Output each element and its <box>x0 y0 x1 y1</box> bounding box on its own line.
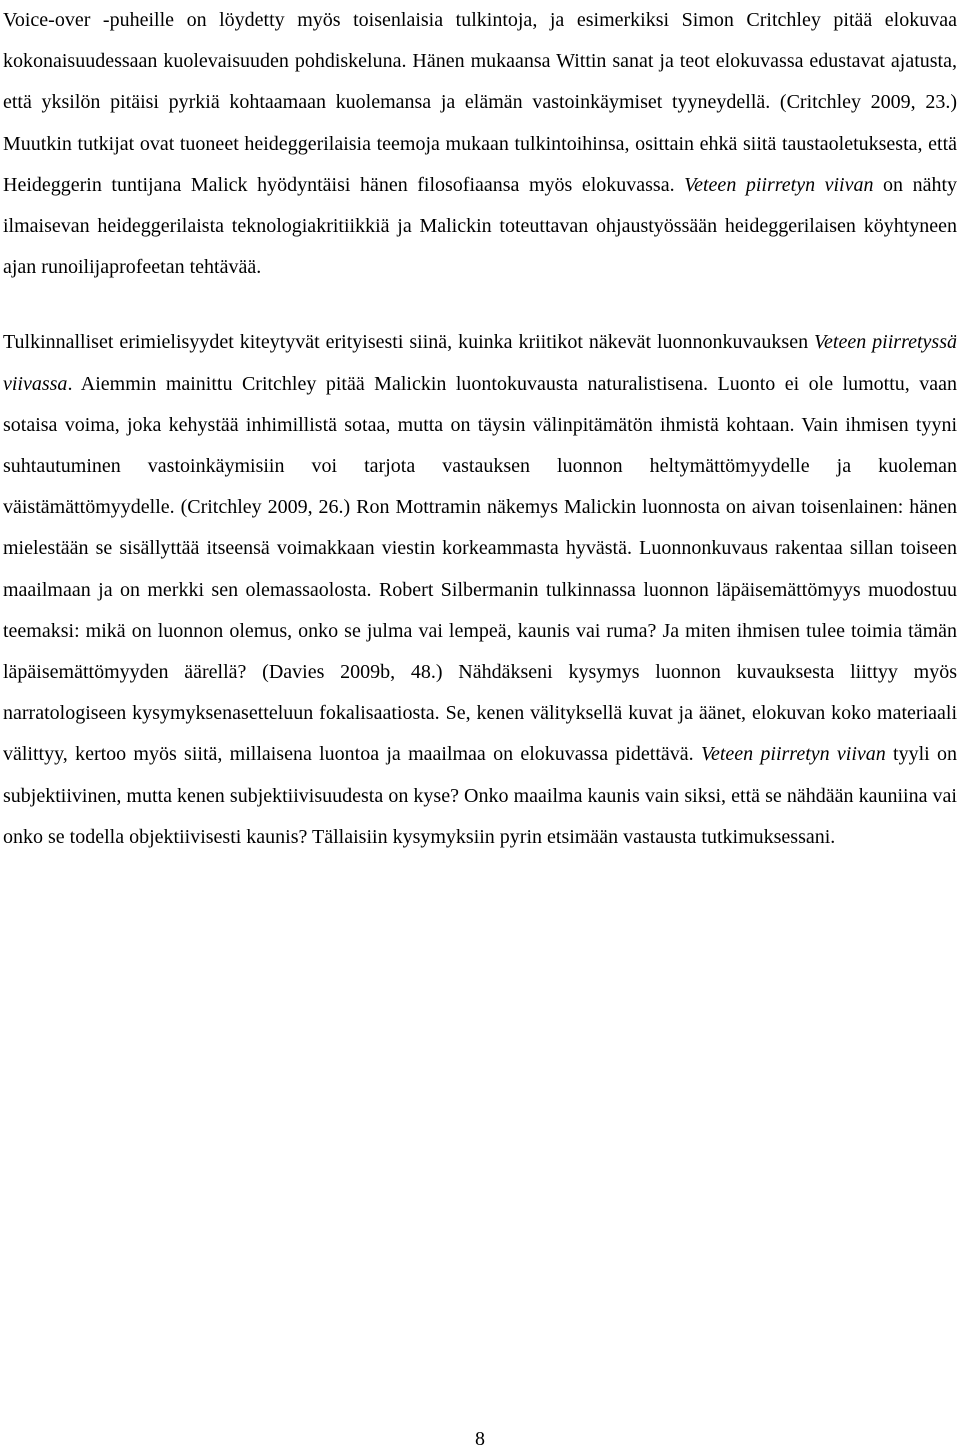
film-title-italic: Veteen piirretyn viivan <box>684 173 874 196</box>
film-title-italic: Veteen piirretyssä viivassa <box>3 331 957 395</box>
document-page <box>3 0 957 858</box>
paragraph-2-text-3: tyyli on subjektiivinen, mutta kenen subjektiivisuudesta on kyse? Onko maailma kaunis vain siksi, että se nähdään kauniina vai onko se todella objektiivisesti kaunis? Tällaisiin kysymyksiin pyrin etsimään vastausta tutkimuksessani. <box>3 743 957 848</box>
film-title-italic: Veteen piirretyn viivan <box>700 743 886 766</box>
paragraph-2-text-1: Tulkinnalliset erimielisyydet kiteytyvät erityisesti siinä, kuinka kriitikot näkevät luonnonkuvauksen <box>3 331 815 354</box>
paragraph-1-text-2: on nähty ilmaisevan heideggerilaista teknologiakritiikkiä ja Malickin toteuttavan ohjaustyössään heideggerilaisen köyhtyneen ajan runoilijaprofeetan tehtävää. <box>3 173 958 279</box>
body-paragraph-1 <box>3 0 957 288</box>
body-paragraph-2 <box>3 322 957 858</box>
page-number: 8 <box>475 1428 485 1450</box>
paragraph-2-text-2: . Aiemmin mainittu Critchley pitää Malickin luontokuvausta naturalistisena. Luonto ei ole lumottu, vaan sotaisa voima, joka kehystää inhimillistä sotaa, mutta on täysin välinpitämätön ihmistä kohtaan. Vain ihmisen tyyni suhtautuminen vastoinkäymisiin voi tarjota vastauksen luonnon heltymättömyydelle ja kuoleman väistämättömyydelle. (Critchley 2009, 26.) Ron Mottramin näkemys Malickin luonnosta on aivan toisenlainen: hänen mielestään se sisällyttää itseensä voimakkaan viestin korkeammasta hyvästä. Luonnonkuvaus rakentaa sillan toiseen maailmaan ja on merkki sen olemassaolosta. Robert Silbermanin tulkinnassa luonnon läpäisemättömyys muodostuu teemaksi: mikä on luonnon olemus, onko se julma vai lempeä, kaunis vai ruma? Ja miten ihmisen tulee toimia tämän läpäisemättömyyden äärellä? (Davies 2009b, 48.) Nähdäkseni kysymys luonnon kuvauksesta liittyy myös narratologiseen kysymyksenasetteluun fokalisaatiosta. Se, kenen välityksellä kuvat ja äänet, elokuvan koko materiaali välittyy, kertoo myös siitä, millaisena luontoa ja maailmaa on elokuvassa pidettävä. <box>3 372 957 766</box>
paragraph-1-text-1: Voice-over -puheille on löydetty myös toisenlaisia tulkintoja, ja esimerkiksi Simon Critchley pitää elokuvaa kokonaisuudessaan kuolevaisuuden pohdiskeluna. Hänen mukaansa Wittin sanat ja teot elokuvassa edustavat ajatusta, että yksilön pitäisi pyrkiä kohtaamaan kuolemansa ja elämän vastoinkäymiset tyyneydellä. (Critchley 2009, 23.) Muutkin tutkijat ovat tuoneet heideggerilaisia teemoja mukaan tulkintoihinsa, osittain ehkä siitä taustaoletuksesta, että Heideggerin tuntijana Malick hyödyntäisi hänen filosofiaansa myös elokuvassa. <box>3 9 957 196</box>
